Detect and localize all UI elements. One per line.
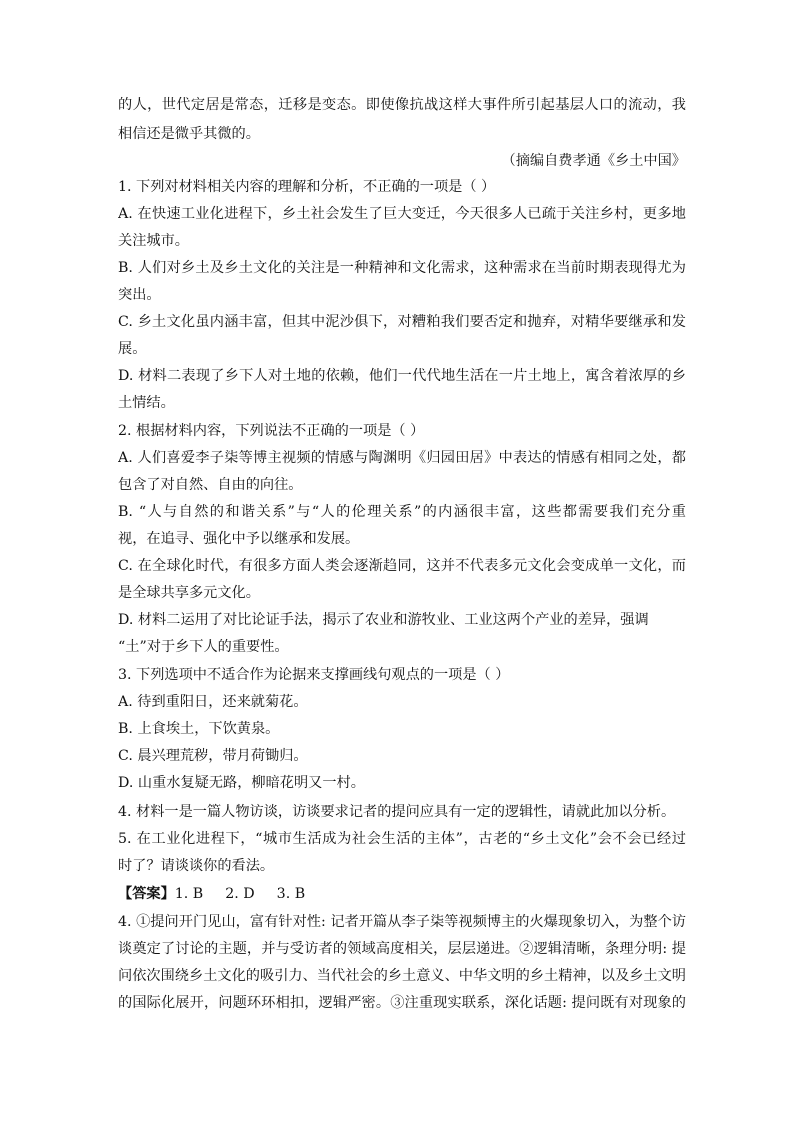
question-2-option-a-cont: 包含了对自然、自由的向往。 (118, 477, 303, 493)
question-2-option-d: D. 材料二运用了对比论证手法，揭示了农业和游牧业、工业这两个产业的差异，强调 (118, 612, 649, 628)
question-1-stem: 1. 下列对材料相关内容的理解和分析，不正确的一项是（ ） (118, 179, 496, 195)
passage-source: （摘编自费孝通《乡土中国》 (501, 153, 686, 169)
question-2-stem: 2. 根据材料内容，下列说法不正确的一项是（ ） (118, 423, 425, 439)
answer-2: 2. D (225, 886, 255, 902)
question-1-option-b: B. 人们对乡土及乡土文化的关注是一种精神和文化需求，这种需求在当前时期表现得尤为 (118, 260, 686, 276)
question-2-option-b: B. “人与自然的和谐关系”与“人的伦理关系”的内涵很丰富，这些都需要我们充分重 (118, 504, 686, 520)
answer-label: 【答案】 (118, 886, 175, 902)
answer-3: 3. B (276, 886, 306, 902)
passage-line: 的人，世代定居是常态，迁移是变态。即使像抗战这样大事件所引起基层人口的流动，我 (118, 97, 686, 113)
question-1-option-c-cont: 展。 (118, 341, 147, 357)
answer-key (118, 884, 686, 904)
answer-4-line: 4. ①提问开门见山，富有针对性: 记者开篇从李子柒等视频博主的火爆现象切入，为整个访 (118, 914, 686, 930)
question-1-option-b-cont: 突出。 (118, 287, 161, 303)
passage-line: 相信还是微乎其微的。 (118, 126, 260, 142)
question-3-option-d: D. 山重水复疑无路，柳暗花明又一村。 (118, 775, 365, 791)
question-1-option-c: C. 乡土文化虽内涵丰富，但其中泥沙俱下，对糟粕我们要否定和抛弃，对精华要继承和发 (118, 314, 686, 330)
answer-4-line: 谈奠定了讨论的主题，并与受访者的领域高度相关，层层递进。②逻辑清晰，条理分明: 提 (118, 941, 686, 957)
question-1-option-a: A. 在快速工业化进程下，乡土社会发生了巨大变迁，今天很多人已疏于关注乡村，更多地 (118, 206, 686, 222)
question-1-option-d-cont: 土情结。 (118, 395, 175, 411)
question-5-stem: 5. 在工业化进程下，“城市生活成为社会生活的主体”，古老的“乡土文化”会不会已经过 (118, 831, 686, 847)
answer-4-line: 的国际化展开，问题环环相扣，逻辑严密。③注重现实联系，深化话题: 提问既有对现象的 (118, 995, 686, 1011)
question-3-option-b: B. 上食埃土，下饮黄泉。 (118, 721, 280, 737)
question-3-stem: 3. 下列选项中不适合作为论据来支撑画线句观点的一项是（ ） (118, 667, 510, 683)
question-2-option-a: A. 人们喜爱李子柒等博主视频的情感与陶渊明《归园田居》中表达的情感有相同之处，都 (118, 450, 686, 466)
question-4-stem: 4. 材料一是一篇人物访谈，访谈要求记者的提问应具有一定的逻辑性，请就此加以分析。 (118, 804, 676, 820)
question-5-stem-cont: 时了？请谈谈你的看法。 (118, 858, 275, 874)
question-3-option-a: A. 待到重阳日，还来就菊花。 (118, 694, 308, 710)
question-1-option-d: D. 材料二表现了乡下人对土地的依赖，他们一代代地生活在一片土地上，寓含着浓厚的乡 (118, 368, 686, 384)
question-3-option-c: C. 晨兴理荒秽，带月荷锄归。 (118, 748, 308, 764)
question-2-option-c-cont: 是全球共享多元文化。 (118, 585, 260, 601)
answer-4-line: 问依次围绕乡土文化的吸引力、当代社会的乡土意义、中华文明的乡土精神，以及乡土文明 (118, 968, 686, 984)
answer-1: 1. B (174, 886, 204, 902)
question-2-option-b-cont: 视，在追寻、强化中予以继承和发展。 (118, 531, 360, 547)
question-2-option-d-cont: “土”对于乡下人的重要性。 (118, 639, 289, 655)
question-2-option-c: C. 在全球化时代，有很多方面人类会逐渐趋同，这并不代表多元文化会变成单一文化，而 (118, 558, 686, 574)
question-1-option-a-cont: 关注城市。 (118, 233, 189, 249)
